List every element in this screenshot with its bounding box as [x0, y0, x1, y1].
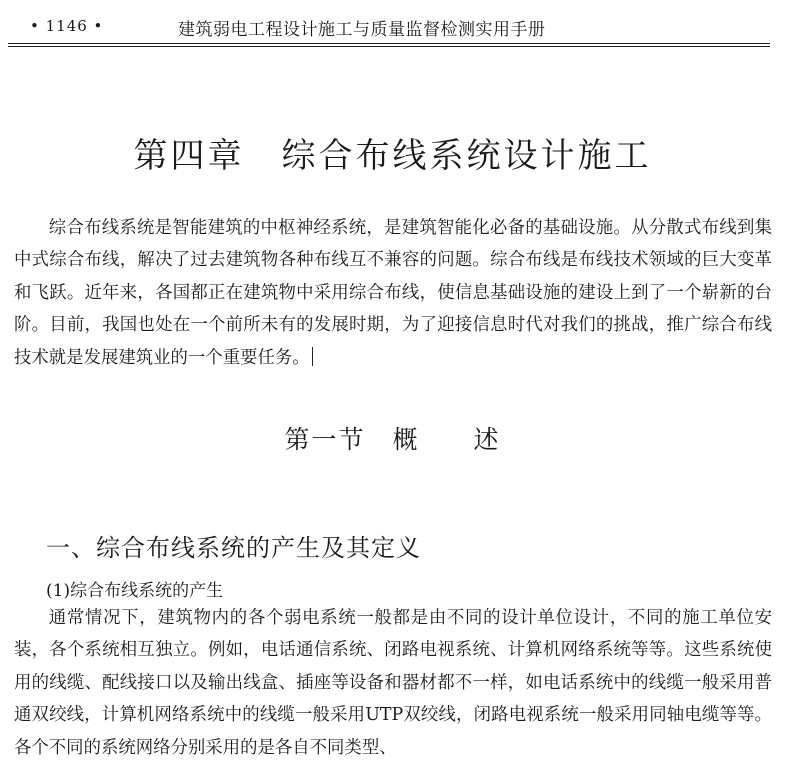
chapter-intro-paragraph: [14, 212, 772, 374]
page-header: [0, 0, 785, 50]
chapter-intro-text: 综合布线系统是智能建筑的中枢神经系统，是建筑智能化必备的基础设施。从分散式布线到集中式综合布线，解决了过去建筑物各种布线互不兼容的问题。综合布线是布线技术领域的巨大变革和飞跃。近年来，各国都正在建筑物中采用综合布线，使信息基础设施的建设上到了一个崭新的台阶。目前，我国也处在一个前所未有的发展时期，为了迎接信息时代对我们的挑战，推广综合布线技术就是发展建筑业的一个重要任务。: [14, 218, 772, 368]
text-cursor: [312, 347, 313, 366]
section-title: 第一节 概 述: [284, 425, 501, 454]
header-rule-bottom: [8, 46, 770, 47]
body-paragraph: 通常情况下，建筑物内的各个弱电系统一般都是由不同的设计单位设计，不同的施工单位安装，各个系统相互独立。例如，电话通信系统、闭路电视系统、计算机网络系统等等。这些系统使用的线缆、配线接口以及输出线盒、插座等设备和器材都不一样，如电话系统中的线缆一般采用普通双绞线，计算机网络系统中的线缆一般采用UTP双绞线，闭路电视系统一般采用同轴电缆等等。各个不同的系统网络分别采用的是各自不同类型、: [14, 608, 772, 758]
item-title: (1)综合布线系统的产生: [46, 581, 224, 601]
book-title: 建筑弱电工程设计施工与质量监督检测实用手册: [178, 20, 546, 40]
chapter-title: 第四章 综合布线系统设计施工: [133, 136, 652, 176]
subsection-title: 一、综合布线系统的产生及其定义: [46, 534, 421, 562]
page-number: • 1146 •: [30, 17, 104, 35]
header-rule-top: [8, 43, 770, 44]
